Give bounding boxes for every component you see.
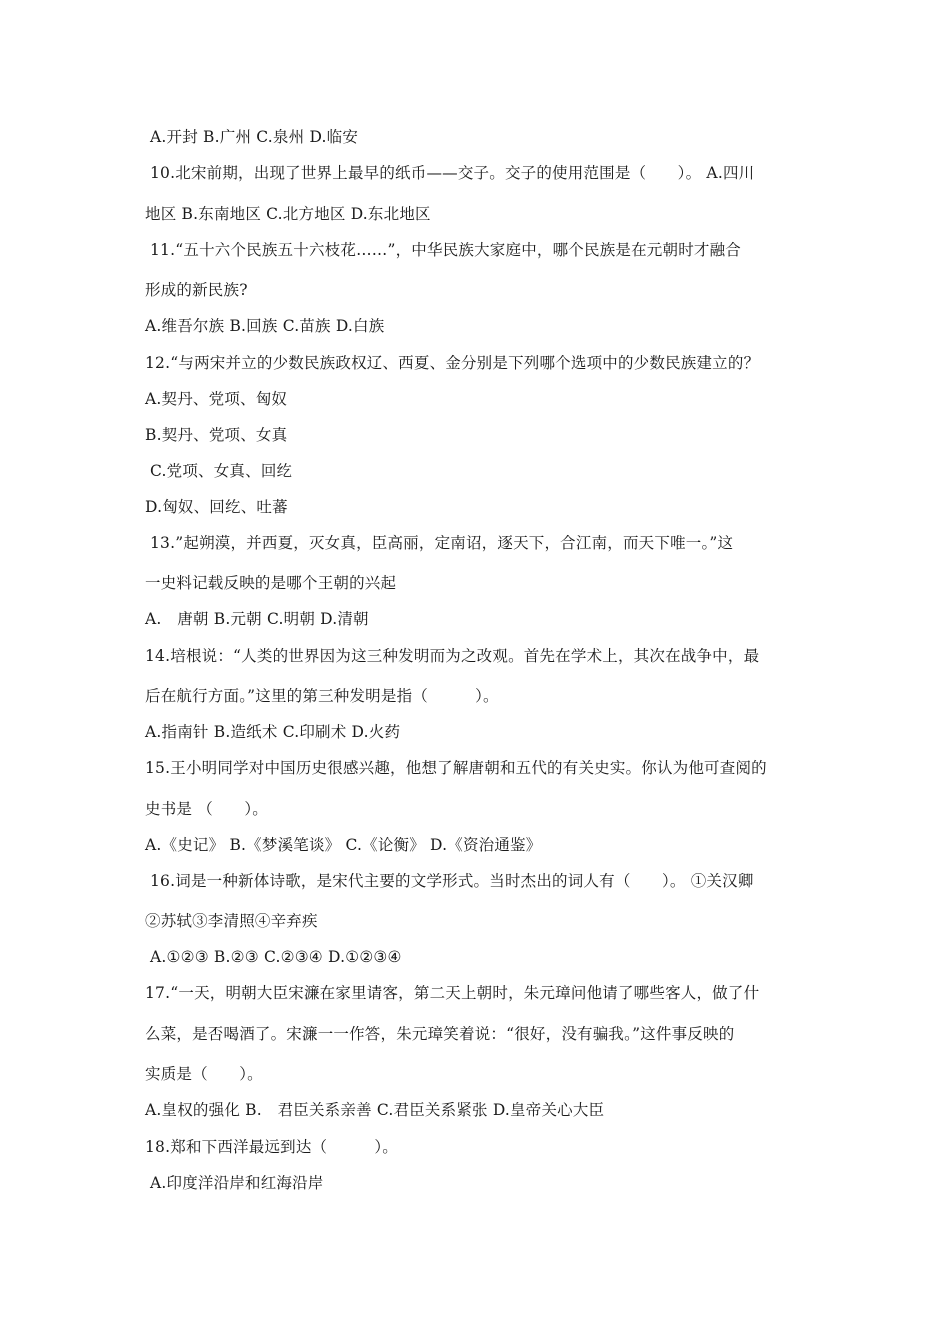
q18-question: 18.郑和下西洋最远到达（ ）。: [145, 1138, 399, 1156]
q11-question-line2: 形成的新民族?: [145, 281, 248, 299]
q13-question-line2: 一史料记载反映的是哪个王朝的兴起: [145, 574, 397, 592]
q10-question-line1: 10.北宋前期，出现了世界上最早的纸币——交子。交子的使用范围是（ ）。 A.四川: [150, 164, 755, 182]
q17-question-line2: 么菜，是否喝酒了。宋濂一一作答，朱元璋笑着说：“很好，没有骗我。”这件事反映的: [145, 1025, 735, 1043]
q15-question-line2: 史书是 （ ）。: [145, 800, 268, 818]
q11-options: A.维吾尔族 B.回族 C.苗族 D.白族: [145, 317, 385, 335]
q12-option-c: C.党项、女真、回纥: [150, 462, 293, 480]
q13-question-line1: 13.”起朔漠，并西夏，灭女真，臣高丽，定南诏，逐天下，合江南，而天下唯一。”这: [150, 534, 734, 552]
q12-question: 12.“与两宋并立的少数民族政权辽、西夏、金分别是下列哪个选项中的少数民族建立的？: [145, 354, 760, 372]
q12-option-b: B.契丹、党项、女真: [145, 426, 288, 444]
q15-options: A.《史记》 B.《梦溪笔谈》 C.《论衡》 D.《资治通鉴》: [145, 836, 542, 854]
q18-option-a: A.印度洋沿岸和红海沿岸: [150, 1174, 324, 1192]
q14-question-line1: 14.培根说：“人类的世界因为这三种发明而为之改观。首先在学术上，其次在战争中，最: [145, 647, 760, 665]
q9-options: A.开封 B.广州 C.泉州 D.临安: [150, 128, 359, 146]
q10-options: 地区 B.东南地区 C.北方地区 D.东北地区: [145, 205, 431, 223]
q17-options: A.皇权的强化 B. 君臣关系亲善 C.君臣关系紧张 D.皇帝关心大臣: [145, 1101, 605, 1119]
q12-option-a: A.契丹、党项、匈奴: [145, 390, 288, 408]
q17-question-line1: 17.“一天，明朝大臣宋濂在家里请客，第二天上朝时，朱元璋问他请了哪些客人，做了什: [145, 984, 760, 1002]
q17-question-line3: 实质是（ ）。: [145, 1065, 263, 1083]
q11-question-line1: 11.“五十六个民族五十六枝花……”，中华民族大家庭中，哪个民族是在元朝时才融合: [150, 241, 742, 259]
q16-options: A.①②③ B.②③ C.②③④ D.①②③④: [150, 948, 402, 966]
q15-question-line1: 15.王小明同学对中国历史很感兴趣，他想了解唐朝和五代的有关史实。你认为他可查阅的: [145, 759, 767, 777]
q12-option-d: D.匈奴、回纥、吐蕃: [145, 498, 288, 516]
q14-question-line2: 后在航行方面。”这里的第三种发明是指（ ）。: [145, 687, 499, 705]
q16-question-line2: ②苏轼③李清照④辛弃疾: [145, 912, 318, 930]
q16-question-line1: 16.词是一种新体诗歌，是宋代主要的文学形式。当时杰出的词人有（ ）。 ①关汉卿: [150, 872, 754, 890]
q14-options: A.指南针 B.造纸术 C.印刷术 D.火药: [145, 723, 401, 741]
q13-options: A. 唐朝 B.元朝 C.明朝 D.清朝: [145, 610, 369, 628]
